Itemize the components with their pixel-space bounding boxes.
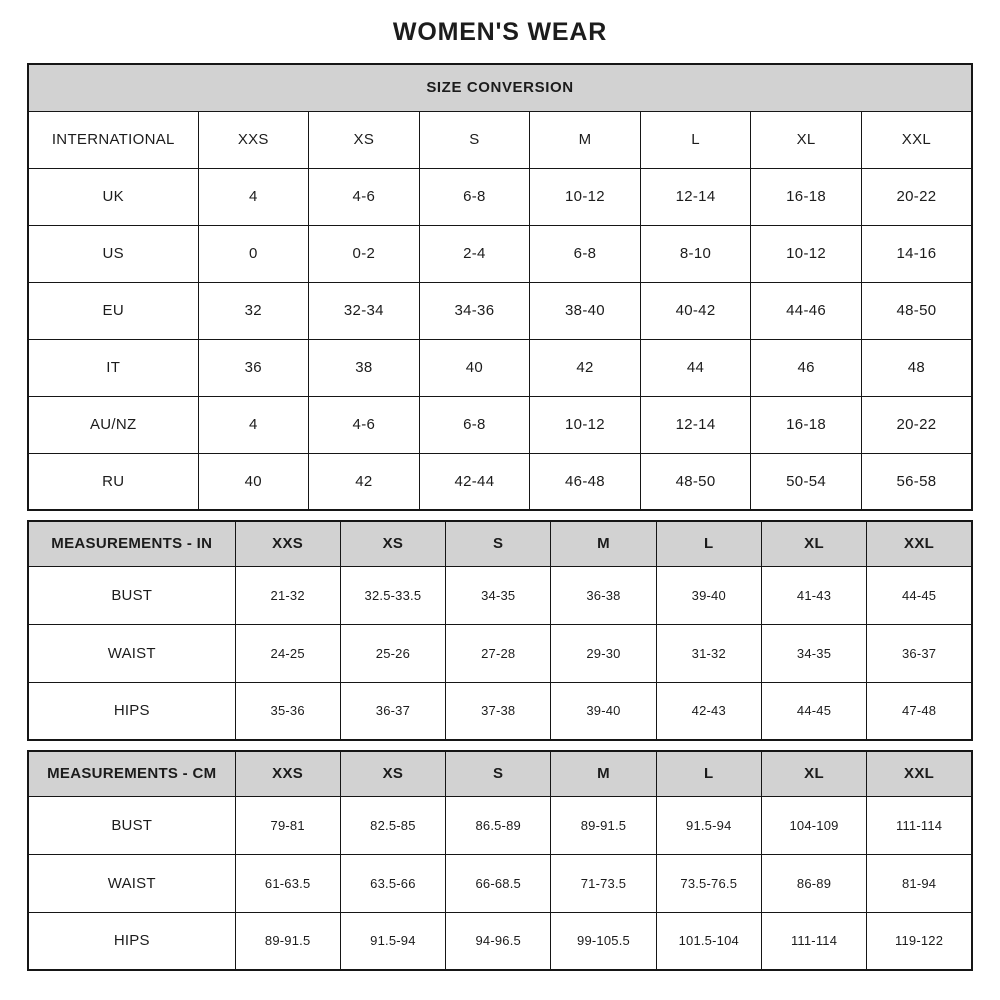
conversion-cell: 2-4 <box>419 225 530 282</box>
measurements-size-header: XXL <box>867 521 972 566</box>
measurement-cell: 71-73.5 <box>551 854 656 912</box>
conversion-cell: 4 <box>198 168 309 225</box>
measurement-cell: 86.5-89 <box>446 796 551 854</box>
measurements-size-header: XS <box>340 751 445 796</box>
measurements-data-row <box>28 912 972 970</box>
measurements-title: MEASUREMENTS - IN <box>28 521 235 566</box>
conversion-row-label: RU <box>28 453 198 510</box>
conversion-row-label: EU <box>28 282 198 339</box>
measurement-cell: 44-45 <box>761 682 866 740</box>
conversion-cell: 12-14 <box>640 168 751 225</box>
conversion-cell: 32-34 <box>309 282 420 339</box>
size-conversion-table <box>27 63 973 511</box>
conversion-cell: 4-6 <box>309 396 420 453</box>
measurement-cell: 29-30 <box>551 624 656 682</box>
conversion-cell: 56-58 <box>861 453 972 510</box>
measurements-data-row <box>28 682 972 740</box>
page-title: WOMEN'S WEAR <box>392 18 608 46</box>
measurement-cell: 39-40 <box>656 566 761 624</box>
measurements-title: MEASUREMENTS - CM <box>28 751 235 796</box>
measurement-cell: 24-25 <box>235 624 340 682</box>
measurements-size-header: L <box>656 751 761 796</box>
conversion-cell: 48-50 <box>640 453 751 510</box>
conversion-cell: 44-46 <box>751 282 862 339</box>
measurement-row-label: BUST <box>28 796 235 854</box>
measurement-cell: 63.5-66 <box>340 854 445 912</box>
measurement-cell: 99-105.5 <box>551 912 656 970</box>
conversion-cell: 38-40 <box>530 282 641 339</box>
conversion-cell: 48 <box>861 339 972 396</box>
conversion-cell: 50-54 <box>751 453 862 510</box>
measurements-size-header: XS <box>340 521 445 566</box>
conversion-size-header: M <box>530 111 641 168</box>
conversion-cell: 10-12 <box>751 225 862 282</box>
measurement-cell: 104-109 <box>761 796 866 854</box>
measurement-row-label: HIPS <box>28 682 235 740</box>
conversion-cell: 40 <box>198 453 309 510</box>
measurement-cell: 66-68.5 <box>446 854 551 912</box>
measurement-cell: 41-43 <box>761 566 866 624</box>
measurement-cell: 101.5-104 <box>656 912 761 970</box>
conversion-cell: 10-12 <box>530 168 641 225</box>
measurement-cell: 36-38 <box>551 566 656 624</box>
measurement-cell: 86-89 <box>761 854 866 912</box>
measurements-size-header: XXL <box>867 751 972 796</box>
conversion-size-header: XXL <box>861 111 972 168</box>
size-conversion-banner-row <box>28 64 972 111</box>
measurement-row-label: HIPS <box>28 912 235 970</box>
measurement-cell: 79-81 <box>235 796 340 854</box>
conversion-cell: 8-10 <box>640 225 751 282</box>
measurement-cell: 91.5-94 <box>340 912 445 970</box>
conversion-data-row <box>28 282 972 339</box>
measurement-cell: 89-91.5 <box>551 796 656 854</box>
measurements-size-header: M <box>551 521 656 566</box>
conversion-cell: 32 <box>198 282 309 339</box>
measurement-cell: 42-43 <box>656 682 761 740</box>
measurement-cell: 73.5-76.5 <box>656 854 761 912</box>
conversion-size-header: XXS <box>198 111 309 168</box>
measurements-header-row <box>28 521 972 566</box>
conversion-cell: 16-18 <box>751 396 862 453</box>
measurement-row-label: BUST <box>28 566 235 624</box>
measurement-cell: 61-63.5 <box>235 854 340 912</box>
measurements-cm-table <box>27 750 973 971</box>
measurement-cell: 47-48 <box>867 682 972 740</box>
measurements-size-header: XXS <box>235 521 340 566</box>
conversion-size-header: XS <box>309 111 420 168</box>
size-conversion-title: SIZE CONVERSION <box>28 64 972 111</box>
measurement-cell: 35-36 <box>235 682 340 740</box>
conversion-cell: 10-12 <box>530 396 641 453</box>
measurement-cell: 37-38 <box>446 682 551 740</box>
conversion-cell: 46 <box>751 339 862 396</box>
conversion-cell: 16-18 <box>751 168 862 225</box>
measurements-size-header: XL <box>761 521 866 566</box>
measurement-cell: 111-114 <box>761 912 866 970</box>
conversion-size-header: S <box>419 111 530 168</box>
conversion-corner-header: INTERNATIONAL <box>28 111 198 168</box>
measurement-row-label: WAIST <box>28 854 235 912</box>
measurement-cell: 44-45 <box>867 566 972 624</box>
measurements-header-row <box>28 751 972 796</box>
measurement-cell: 111-114 <box>867 796 972 854</box>
conversion-cell: 6-8 <box>419 396 530 453</box>
measurement-cell: 82.5-85 <box>340 796 445 854</box>
measurement-cell: 32.5-33.5 <box>340 566 445 624</box>
conversion-cell: 12-14 <box>640 396 751 453</box>
conversion-row-label: IT <box>28 339 198 396</box>
conversion-cell: 42 <box>530 339 641 396</box>
conversion-cell: 34-36 <box>419 282 530 339</box>
measurement-cell: 31-32 <box>656 624 761 682</box>
conversion-cell: 6-8 <box>419 168 530 225</box>
measurements-data-row <box>28 854 972 912</box>
conversion-data-row <box>28 168 972 225</box>
conversion-cell: 40 <box>419 339 530 396</box>
conversion-cell: 4-6 <box>309 168 420 225</box>
measurements-size-header: S <box>446 751 551 796</box>
conversion-cell: 6-8 <box>530 225 641 282</box>
measurement-cell: 81-94 <box>867 854 972 912</box>
measurement-cell: 119-122 <box>867 912 972 970</box>
measurement-cell: 91.5-94 <box>656 796 761 854</box>
conversion-cell: 20-22 <box>861 396 972 453</box>
conversion-cell: 14-16 <box>861 225 972 282</box>
measurement-cell: 25-26 <box>340 624 445 682</box>
conversion-cell: 42 <box>309 453 420 510</box>
conversion-cell: 44 <box>640 339 751 396</box>
conversion-cell: 42-44 <box>419 453 530 510</box>
conversion-size-header: XL <box>751 111 862 168</box>
conversion-cell: 36 <box>198 339 309 396</box>
measurement-cell: 36-37 <box>867 624 972 682</box>
measurements-data-row <box>28 796 972 854</box>
conversion-cell: 0-2 <box>309 225 420 282</box>
measurements-size-header: S <box>446 521 551 566</box>
conversion-data-row <box>28 339 972 396</box>
conversion-data-row <box>28 225 972 282</box>
conversion-cell: 4 <box>198 396 309 453</box>
conversion-cell: 46-48 <box>530 453 641 510</box>
conversion-row-label: AU/NZ <box>28 396 198 453</box>
measurement-cell: 89-91.5 <box>235 912 340 970</box>
measurement-cell: 27-28 <box>446 624 551 682</box>
measurement-row-label: WAIST <box>28 624 235 682</box>
measurement-cell: 34-35 <box>446 566 551 624</box>
conversion-data-row <box>28 396 972 453</box>
conversion-cell: 40-42 <box>640 282 751 339</box>
conversion-cell: 38 <box>309 339 420 396</box>
measurement-cell: 39-40 <box>551 682 656 740</box>
conversion-header-row <box>28 111 972 168</box>
conversion-size-header: L <box>640 111 751 168</box>
measurement-cell: 94-96.5 <box>446 912 551 970</box>
conversion-cell: 20-22 <box>861 168 972 225</box>
measurement-cell: 34-35 <box>761 624 866 682</box>
conversion-cell: 48-50 <box>861 282 972 339</box>
conversion-row-label: US <box>28 225 198 282</box>
measurements-data-row <box>28 624 972 682</box>
measurements-size-header: XXS <box>235 751 340 796</box>
measurements-size-header: M <box>551 751 656 796</box>
measurements-size-header: XL <box>761 751 866 796</box>
measurements-size-header: L <box>656 521 761 566</box>
conversion-data-row <box>28 453 972 510</box>
measurements-in-table <box>27 520 973 741</box>
measurement-cell: 36-37 <box>340 682 445 740</box>
conversion-row-label: UK <box>28 168 198 225</box>
conversion-cell: 0 <box>198 225 309 282</box>
measurement-cell: 21-32 <box>235 566 340 624</box>
measurements-data-row <box>28 566 972 624</box>
